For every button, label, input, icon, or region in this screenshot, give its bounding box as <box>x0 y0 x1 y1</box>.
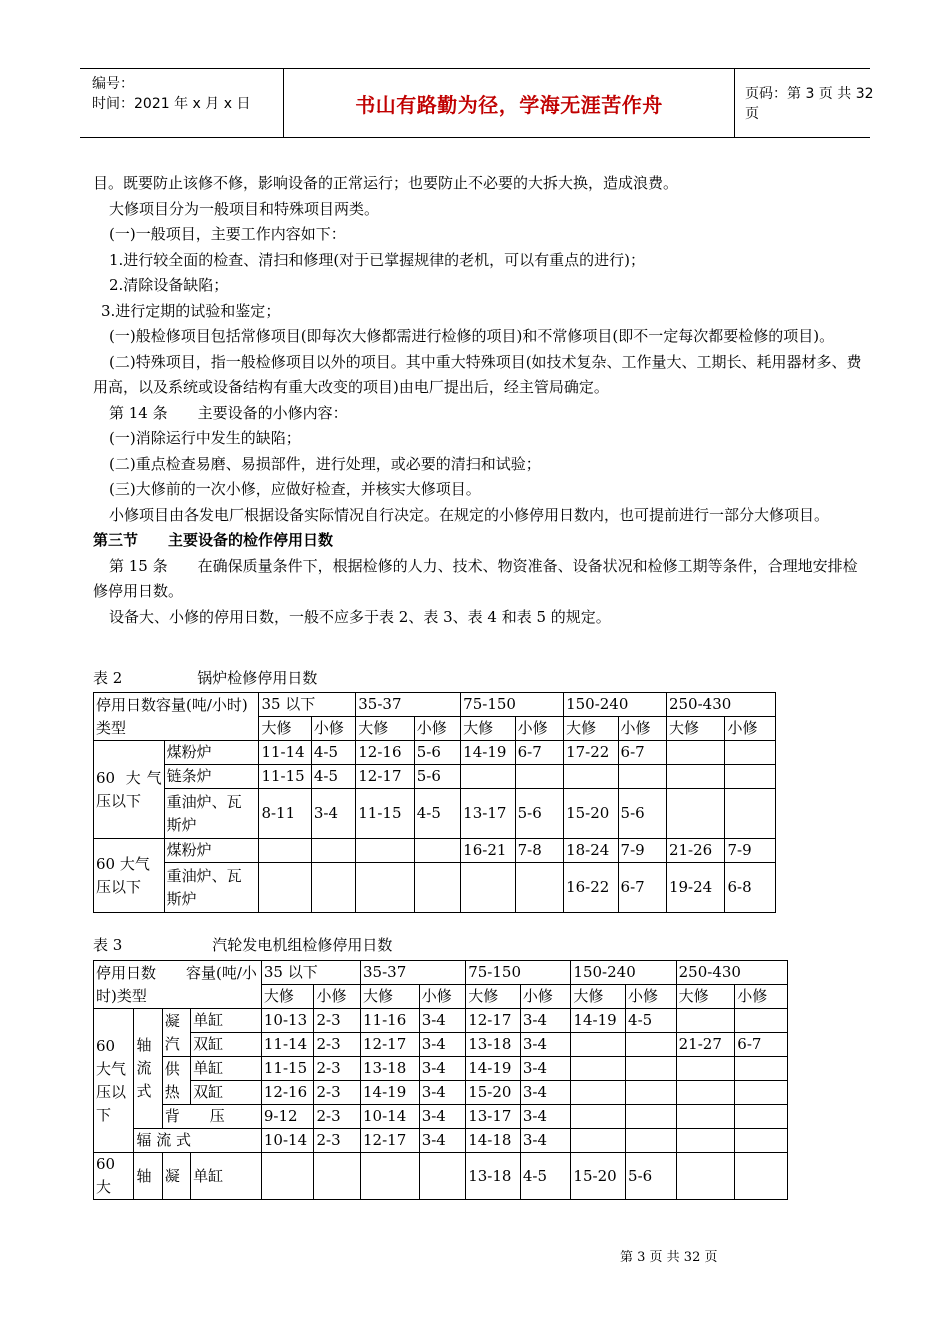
value-cell <box>676 1009 735 1033</box>
back-pressure-label: 背 压 <box>162 1105 261 1129</box>
range-header: 75-150 <box>466 961 571 985</box>
value-cell: 10-14 <box>261 1129 314 1153</box>
value-cell <box>626 1057 677 1081</box>
value-cell: 7-9 <box>725 839 776 863</box>
number-label: 编号： <box>92 76 134 92</box>
paragraph: 1.进行较全面的检查、清扫和修理(对于已掌握规律的老机，可以有重点的进行)； <box>109 250 646 269</box>
paragraph: 目。既要防止该修不修，影响设备的正常运行；也要防止不必要的大拆大换，造成浪费。 <box>93 174 679 192</box>
group-label: 60 大气压以下 <box>94 1009 134 1153</box>
value-cell: 15-20 <box>466 1081 521 1105</box>
table-row <box>94 863 776 913</box>
table-row <box>94 1129 788 1153</box>
minor-header: 小修 <box>520 985 571 1009</box>
value-cell: 6-8 <box>725 863 776 913</box>
sub-cell: 单缸 <box>191 1057 262 1081</box>
heating-label: 供热 <box>162 1057 190 1105</box>
header-motto: 书山有路勤为径，学海无涯苦作舟 <box>284 69 735 137</box>
sub-cell: 单缸 <box>191 1153 262 1200</box>
value-cell <box>419 1153 466 1200</box>
value-cell: 11-15 <box>261 1057 314 1081</box>
range-header: 150-240 <box>564 693 667 717</box>
value-cell <box>666 789 725 839</box>
sub-cell: 双缸 <box>191 1081 262 1105</box>
value-cell: 6-7 <box>515 741 563 765</box>
value-cell: 15-20 <box>564 789 618 839</box>
value-cell <box>571 1057 626 1081</box>
value-cell: 10-13 <box>261 1009 314 1033</box>
value-cell <box>676 1105 735 1129</box>
value-cell <box>725 741 776 765</box>
axial-label: 轴 <box>134 1153 162 1200</box>
value-cell: 4-5 <box>626 1009 677 1033</box>
table-row <box>94 1033 788 1057</box>
type-cell: 重油炉、瓦斯炉 <box>164 863 259 913</box>
value-cell: 17-22 <box>564 741 618 765</box>
table2-caption: 表 2 锅炉检修停用日数 <box>93 669 318 687</box>
value-cell: 10-14 <box>361 1105 420 1129</box>
value-cell: 6-7 <box>618 863 666 913</box>
value-cell: 14-19 <box>361 1081 420 1105</box>
axial-label: 轴流式 <box>134 1009 162 1129</box>
minor-header: 小修 <box>735 985 788 1009</box>
paragraph: 2.清除设备缺陷； <box>109 276 229 294</box>
value-cell: 3-4 <box>520 1129 571 1153</box>
turbine-table <box>93 960 788 1200</box>
boiler-table <box>93 692 776 913</box>
value-cell: 2-3 <box>314 1009 361 1033</box>
value-cell: 2-3 <box>314 1129 361 1153</box>
value-cell: 4-5 <box>311 765 355 789</box>
value-cell: 16-21 <box>461 839 515 863</box>
value-cell <box>618 765 666 789</box>
value-cell: 12-16 <box>261 1081 314 1105</box>
value-cell: 11-14 <box>261 1033 314 1057</box>
value-cell: 12-17 <box>466 1009 521 1033</box>
range-header: 250-430 <box>676 961 787 985</box>
value-cell: 3-4 <box>419 1105 466 1129</box>
value-cell: 12-17 <box>361 1033 420 1057</box>
range-header: 35 以下 <box>259 693 356 717</box>
value-cell <box>259 839 311 863</box>
condensing-label: 凝汽 <box>162 1009 190 1057</box>
value-cell: 13-18 <box>466 1153 521 1200</box>
value-cell <box>725 765 776 789</box>
group-label: 60 大气压以下 <box>94 741 165 839</box>
header-meta <box>80 69 284 137</box>
value-cell <box>666 741 725 765</box>
value-cell <box>676 1057 735 1081</box>
paragraph: 小修项目由各发电厂根据设备实际情况自行决定。在规定的小修停用日数内，也可提前进行一部分大修项目。 <box>109 505 830 524</box>
major-header: 大修 <box>666 717 725 741</box>
value-cell: 13-18 <box>361 1057 420 1081</box>
value-cell: 21-26 <box>666 839 725 863</box>
value-cell <box>666 765 725 789</box>
value-cell: 14-19 <box>571 1009 626 1033</box>
value-cell <box>461 765 515 789</box>
value-cell <box>314 1153 361 1200</box>
value-cell: 5-6 <box>618 789 666 839</box>
minor-header: 小修 <box>725 717 776 741</box>
major-header: 大修 <box>564 717 618 741</box>
value-cell: 13-18 <box>466 1033 521 1057</box>
value-cell: 3-4 <box>520 1033 571 1057</box>
value-cell <box>725 789 776 839</box>
value-cell: 3-4 <box>520 1009 571 1033</box>
value-cell: 11-15 <box>356 789 415 839</box>
group-label: 60 大 <box>94 1153 134 1200</box>
corner-cell: 停用日数容量(吨/小时)类型 <box>94 693 259 741</box>
range-header: 35 以下 <box>261 961 360 985</box>
major-header: 大修 <box>356 717 415 741</box>
paragraph: (一)一般项目，主要工作内容如下： <box>109 225 346 243</box>
minor-header: 小修 <box>419 985 466 1009</box>
value-cell <box>676 1129 735 1153</box>
range-header: 250-430 <box>666 693 775 717</box>
value-cell: 6-7 <box>735 1033 788 1057</box>
table-row <box>94 789 776 839</box>
value-cell <box>356 839 415 863</box>
major-header: 大修 <box>571 985 626 1009</box>
value-cell: 3-4 <box>520 1081 571 1105</box>
value-cell <box>676 1081 735 1105</box>
sub-cell: 双缸 <box>191 1033 262 1057</box>
value-cell: 21-27 <box>676 1033 735 1057</box>
value-cell <box>515 765 563 789</box>
value-cell: 4-5 <box>520 1153 571 1200</box>
table-row <box>94 1153 788 1200</box>
minor-header: 小修 <box>314 985 361 1009</box>
value-cell: 4-5 <box>414 789 460 839</box>
value-cell: 5-6 <box>414 741 460 765</box>
value-cell: 5-6 <box>515 789 563 839</box>
minor-header: 小修 <box>414 717 460 741</box>
value-cell <box>735 1057 788 1081</box>
page-footer: 第 3 页 共 32 页 <box>620 1250 718 1265</box>
table-row <box>94 1081 788 1105</box>
type-cell: 链条炉 <box>164 765 259 789</box>
sub-cell: 单缸 <box>191 1009 262 1033</box>
value-cell <box>571 1081 626 1105</box>
paragraph: 第 15 条 在确保质量条件下，根据检修的人力、技术、物资准备、设备状况和检修工期等条件，合理地安排检修停用日数。 <box>93 556 858 600</box>
value-cell: 14-18 <box>466 1129 521 1153</box>
type-cell: 重油炉、瓦斯炉 <box>164 789 259 839</box>
minor-header: 小修 <box>311 717 355 741</box>
value-cell: 3-4 <box>419 1033 466 1057</box>
major-header: 大修 <box>259 717 311 741</box>
corner-cell: 停用日数 容量(吨/小时)类型 <box>94 961 262 1009</box>
paragraph: (一)消除运行中发生的缺陷； <box>109 429 301 447</box>
value-cell: 12-16 <box>356 741 415 765</box>
type-cell: 煤粉炉 <box>164 839 259 863</box>
minor-header: 小修 <box>618 717 666 741</box>
paragraph: 设备大、小修的停用日数，一般不应多于表 2、表 3、表 4 和表 5 的规定。 <box>109 607 611 626</box>
paragraph: (一)般检修项目包括常修项目(即每次大修都需进行检修的项目)和不常修项目(即不一定每次都要检修的项目)。 <box>109 327 835 345</box>
value-cell: 5-6 <box>626 1153 677 1200</box>
value-cell <box>626 1081 677 1105</box>
range-header: 150-240 <box>571 961 676 985</box>
value-cell <box>311 839 355 863</box>
value-cell <box>626 1105 677 1129</box>
paragraph: 3.进行定期的试验和鉴定； <box>101 301 281 320</box>
value-cell <box>571 1033 626 1057</box>
value-cell <box>461 863 515 913</box>
paragraph: 大修项目分为一般项目和特殊项目两类。 <box>109 199 380 218</box>
value-cell <box>414 863 460 913</box>
condensing-label: 凝 <box>162 1153 190 1200</box>
value-cell: 3-4 <box>419 1129 466 1153</box>
value-cell: 3-4 <box>520 1057 571 1081</box>
value-cell <box>515 863 563 913</box>
value-cell <box>356 863 415 913</box>
header-page-label: 页码：第 3 页 共 32 页 <box>745 86 874 122</box>
minor-header: 小修 <box>626 985 677 1009</box>
value-cell <box>261 1153 314 1200</box>
value-cell: 16-22 <box>564 863 618 913</box>
value-cell: 2-3 <box>314 1033 361 1057</box>
value-cell: 15-20 <box>571 1153 626 1200</box>
value-cell <box>735 1129 788 1153</box>
value-cell: 9-12 <box>261 1105 314 1129</box>
major-header: 大修 <box>361 985 420 1009</box>
table-row <box>94 741 776 765</box>
table-row <box>94 839 776 863</box>
value-cell: 18-24 <box>564 839 618 863</box>
table-row <box>94 1009 788 1033</box>
value-cell: 12-17 <box>361 1129 420 1153</box>
value-cell: 11-14 <box>259 741 311 765</box>
value-cell: 8-11 <box>259 789 311 839</box>
value-cell <box>571 1129 626 1153</box>
group-label: 60 大气压以下 <box>94 839 165 913</box>
value-cell: 2-3 <box>314 1081 361 1105</box>
paragraph: (二)特殊项目，指一般检修项目以外的项目。其中重大特殊项目(如技术复杂、工作量大、工期长、耗用器材多、费用高，以及系统或设备结构有重大改变的项目)由电厂提出后，经主管局确定。 <box>93 352 862 396</box>
range-header: 35-37 <box>356 693 461 717</box>
value-cell: 14-19 <box>461 741 515 765</box>
paragraph: (二)重点检查易磨、易损部件，进行处理，或必要的清扫和试验； <box>109 454 541 473</box>
value-cell: 12-17 <box>356 765 415 789</box>
major-header: 大修 <box>466 985 521 1009</box>
value-cell: 2-3 <box>314 1105 361 1129</box>
value-cell: 2-3 <box>314 1057 361 1081</box>
range-header: 75-150 <box>461 693 564 717</box>
value-cell: 11-16 <box>361 1009 420 1033</box>
value-cell: 3-4 <box>311 789 355 839</box>
value-cell <box>626 1033 677 1057</box>
value-cell: 19-24 <box>666 863 725 913</box>
value-cell: 6-7 <box>618 741 666 765</box>
major-header: 大修 <box>261 985 314 1009</box>
value-cell: 7-9 <box>618 839 666 863</box>
value-cell: 13-17 <box>461 789 515 839</box>
value-cell <box>676 1153 735 1200</box>
value-cell <box>361 1153 420 1200</box>
paragraph: (三)大修前的一次小修，应做好检查，并核实大修项目。 <box>109 480 481 498</box>
value-cell <box>735 1009 788 1033</box>
value-cell: 3-4 <box>419 1057 466 1081</box>
value-cell: 5-6 <box>414 765 460 789</box>
value-cell: 4-5 <box>311 741 355 765</box>
value-cell <box>626 1129 677 1153</box>
value-cell: 14-19 <box>466 1057 521 1081</box>
type-cell: 煤粉炉 <box>164 741 259 765</box>
paragraph: 第 14 条 主要设备的小修内容： <box>109 403 348 422</box>
table-row <box>94 1057 788 1081</box>
value-cell: 3-4 <box>419 1009 466 1033</box>
table3-caption: 表 3 汽轮发电机组检修停用日数 <box>93 936 393 954</box>
value-cell <box>735 1081 788 1105</box>
value-cell: 3-4 <box>520 1105 571 1129</box>
value-cell: 11-15 <box>259 765 311 789</box>
body-text <box>93 171 863 630</box>
section-heading: 第三节 主要设备的检作停用日数 <box>93 531 334 549</box>
value-cell <box>735 1153 788 1200</box>
value-cell <box>311 863 355 913</box>
value-cell <box>564 765 618 789</box>
minor-header: 小修 <box>515 717 563 741</box>
radial-label: 辐 流 式 <box>134 1129 261 1153</box>
page-header <box>80 68 874 138</box>
range-header: 35-37 <box>361 961 466 985</box>
value-cell <box>414 839 460 863</box>
date-label: 时间：2021 年 x 月 x 日 <box>92 96 251 112</box>
value-cell: 13-17 <box>466 1105 521 1129</box>
table-row <box>94 765 776 789</box>
value-cell: 3-4 <box>419 1081 466 1105</box>
value-cell <box>571 1105 626 1129</box>
major-header: 大修 <box>676 985 735 1009</box>
value-cell <box>259 863 311 913</box>
value-cell <box>735 1105 788 1129</box>
major-header: 大修 <box>461 717 515 741</box>
table-row <box>94 1105 788 1129</box>
value-cell: 7-8 <box>515 839 563 863</box>
